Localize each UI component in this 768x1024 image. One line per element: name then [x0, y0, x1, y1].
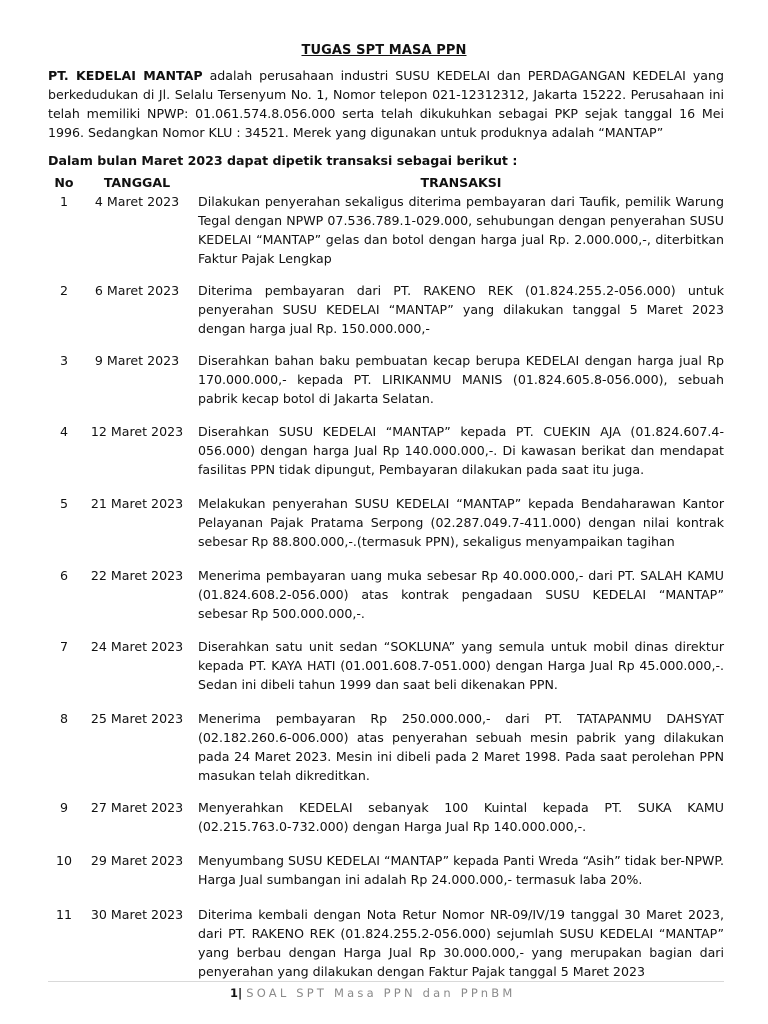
row-description: Diserahkan bahan baku pembuatan kecap berupa KEDELAI dengan harga jual Rp 170.000.000,- kepada PT. LIRIKANMU MANIS (01.824.605.8-056.000), sebuah pabrik kecap botol di Jakarta Selatan.	[198, 353, 724, 406]
row-date: 25 Maret 2023	[90, 711, 184, 726]
row-number: 7	[59, 639, 68, 654]
transactions-lead: Dalam bulan Maret 2023 dapat dipetik transaksi sebagai berikut :	[48, 153, 518, 168]
footer-text: SOAL SPT Masa PPN dan PPnBM	[246, 986, 516, 1000]
row-description: Diserahkan SUSU KEDELAI “MANTAP” kepada PT. CUEKIN AJA (01.824.607.4-056.000) dengan harga Jual Rp 140.000.000,-. Di kawasan berikat dan mendapat fasilitas PPN tidak dipungut, Pembayaran dilakukan pada saat itu juga.	[198, 424, 724, 477]
row-description: Diterima kembali dengan Nota Retur Nomor NR-09/IV/19 tanggal 30 Maret 2023, dari PT. RAKENO REK (01.824.255.2-056.000) sejumlah SUSU KEDELAI “MANTAP” yang berbau dengan Harga Jual Rp 30.000.000,- yang merupakan bagian dari penyerahan yang dilakukan dengan Faktur Pajak tanggal 5 Maret 2023	[198, 907, 724, 979]
company-name: PT. KEDELAI MANTAP	[48, 68, 203, 83]
row-date: 21 Maret 2023	[90, 496, 184, 511]
header-date: TANGGAL	[103, 175, 171, 190]
row-description: Menyumbang SUSU KEDELAI “MANTAP” kepada Panti Wreda “Asih” tidak ber-NPWP. Harga Jual sumbangan ini adalah Rp 24.000.000,- termasuk laba 20%.	[198, 853, 724, 887]
row-date: 6 Maret 2023	[94, 283, 180, 298]
row-date: 4 Maret 2023	[94, 194, 180, 209]
footer-divider	[48, 981, 724, 982]
document-title: TUGAS SPT MASA PPN	[301, 43, 467, 58]
page-footer	[230, 986, 515, 1000]
row-date: 9 Maret 2023	[94, 353, 180, 368]
footer-separator: |	[238, 986, 243, 1000]
row-number: 11	[55, 907, 73, 922]
row-date: 30 Maret 2023	[90, 907, 184, 922]
row-description: Menerima pembayaran uang muka sebesar Rp 40.000.000,- dari PT. SALAH KAMU (01.824.608.2-056.000) atas kontrak pengadaan SUSU KEDELAI “MANTAP” sebesar Rp 500.000.000,-.	[198, 568, 724, 621]
row-description: Diserahkan satu unit sedan “SOKLUNA” yang semula untuk mobil dinas direktur kepada PT. KAYA HATI (01.001.608.7-051.000) dengan Harga Jual Rp 45.000.000,-. Sedan ini dibeli tahun 1999 dan saat beli dikenakan PPN.	[198, 639, 724, 692]
row-description: Dilakukan penyerahan sekaligus diterima pembayaran dari Taufik, pemilik Warung Tegal dengan NPWP 07.536.789.1-029.000, sehubungan dengan penyerahan SUSU KEDELAI “MANTAP” gelas dan botol dengan harga jual Rp. 2.000.000,-, diterbitkan Faktur Pajak Lengkap	[198, 194, 724, 266]
row-number: 5	[59, 496, 68, 511]
row-description: Diterima pembayaran dari PT. RAKENO REK (01.824.255.2-056.000) untuk penyerahan SUSU KEDELAI “MANTAP” yang dilakukan tanggal 5 Maret 2023 dengan harga jual Rp. 150.000.000,-	[198, 283, 724, 336]
header-no: No	[54, 175, 74, 190]
row-number: 4	[59, 424, 68, 439]
row-date: 12 Maret 2023	[90, 424, 184, 439]
row-number: 2	[59, 283, 68, 298]
row-description: Melakukan penyerahan SUSU KEDELAI “MANTAP” kepada Bendaharawan Kantor Pelayanan Pajak Pratama Serpong (02.287.049.7-411.000) dengan nilai kontrak sebesar Rp 88.800.000,-.(termasuk PPN), sekaligus menyampaikan tagihan	[198, 496, 724, 549]
row-number: 6	[59, 568, 68, 583]
header-transaction: TRANSAKSI	[420, 175, 502, 190]
row-number: 3	[59, 353, 68, 368]
page-number: 1	[230, 986, 239, 1000]
row-date: 29 Maret 2023	[90, 853, 184, 868]
row-date: 27 Maret 2023	[90, 800, 184, 815]
row-date: 22 Maret 2023	[90, 568, 184, 583]
row-number: 8	[59, 711, 68, 726]
row-number: 10	[55, 853, 73, 868]
intro-paragraph	[48, 66, 724, 142]
intro-text: adalah perusahaan industri SUSU KEDELAI dan PERDAGANGAN KEDELAI yang berkedudukan di Jl. Selalu Tersenyum No. 1, Nomor telepon 021-12312312, Jakarta 15222. Perusahaan ini telah memiliki NPWP: 01.061.574.8.056.000 serta telah dikukuhkan sebagai PKP sejak tanggal 16 Mei 1996. Sedangkan Nomor KLU : 34521. Merek yang digunakan untuk produknya adalah “MANTAP”	[48, 68, 724, 140]
row-number: 1	[59, 194, 68, 209]
row-date: 24 Maret 2023	[90, 639, 184, 654]
row-description: Menerima pembayaran Rp 250.000.000,- dari PT. TATAPANMU DAHSYAT (02.182.260.6-006.000) atas penyerahan sebuah mesin pabrik yang dilakukan pada 24 Maret 2023. Mesin ini dibeli pada 2 Maret 1998. Pada saat perolehan PPN masukan telah dikreditkan.	[198, 711, 724, 783]
row-description: Menyerahkan KEDELAI sebanyak 100 Kuintal kepada PT. SUKA KAMU (02.215.763.0-732.000) dengan Harga Jual Rp 140.000.000,-.	[198, 800, 724, 834]
row-number: 9	[59, 800, 68, 815]
